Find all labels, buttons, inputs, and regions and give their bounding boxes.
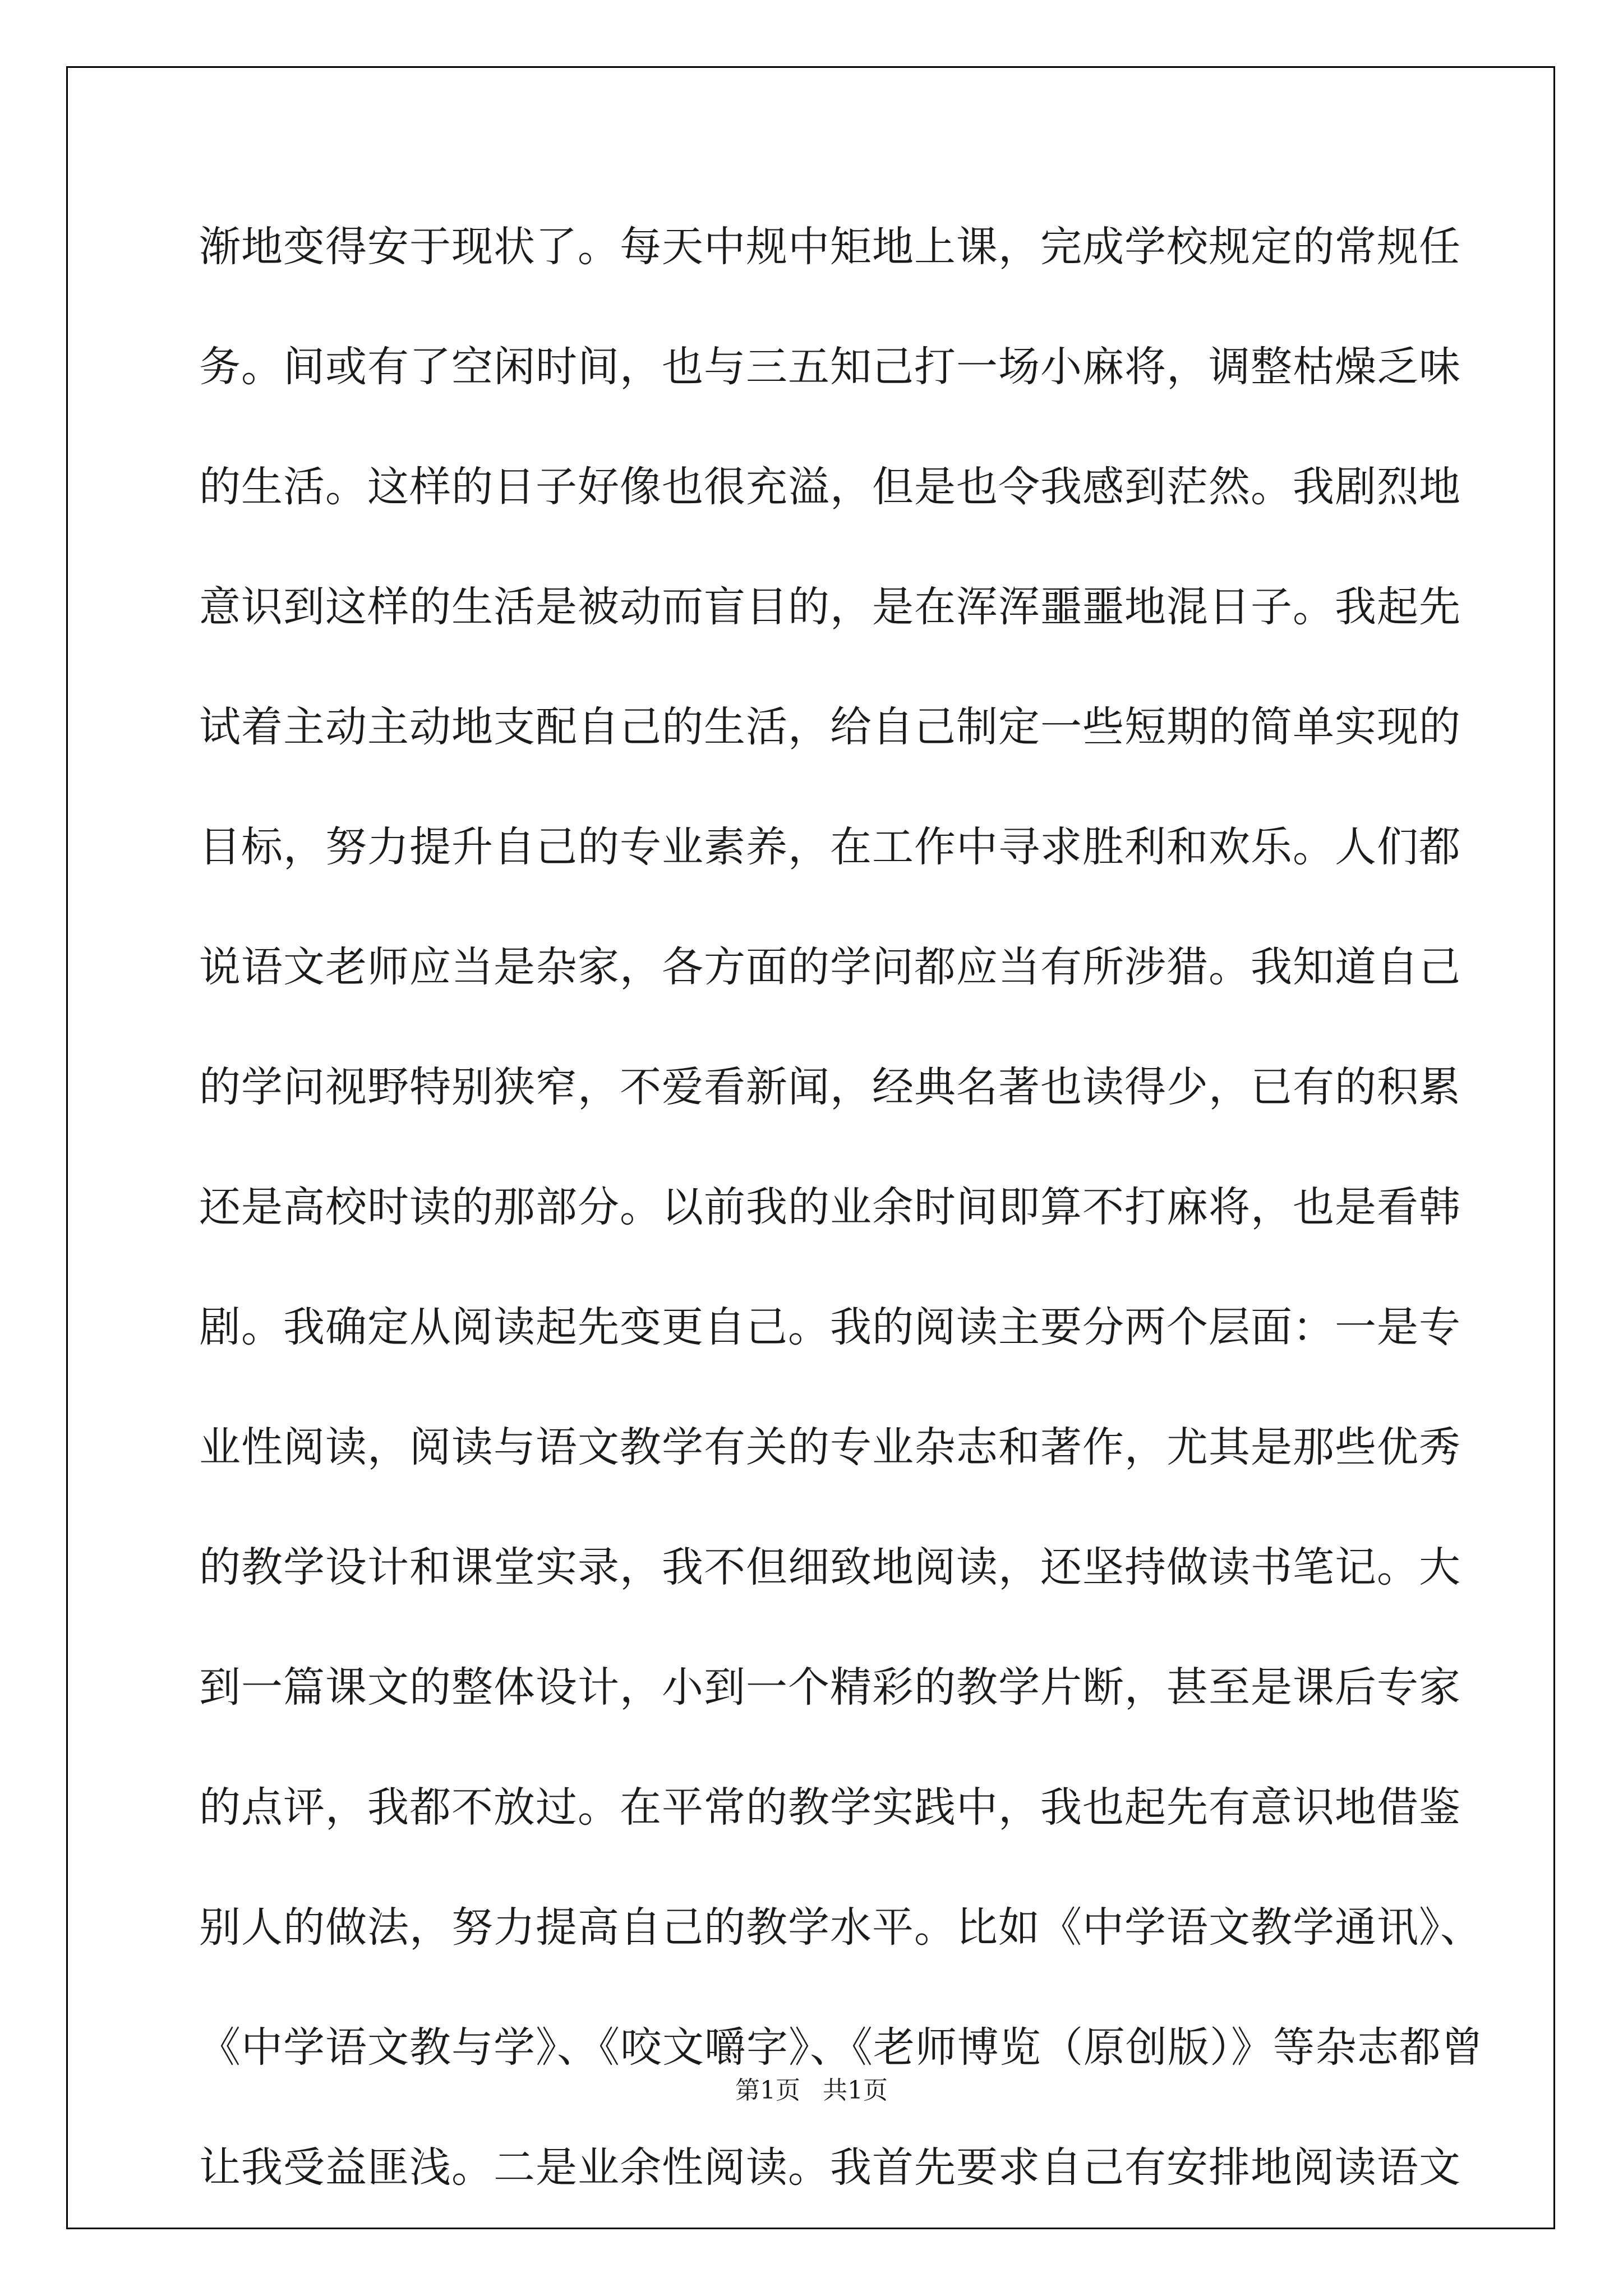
text-line: 的点评，我都不放过。在平常的教学实践中，我也起先有意识地借鉴 — [199, 1783, 1461, 1832]
text-line: 说语文老师应当是杂家，各方面的学问都应当有所涉猎。我知道自己 — [199, 943, 1461, 991]
page-number-current: 第1页 — [735, 2076, 800, 2105]
text-line: 到一篇课文的整体设计，小到一个精彩的教学片断，甚至是课后专家 — [199, 1663, 1461, 1711]
text-line: 试着主动主动地支配自己的生活，给自己制定一些短期的简单实现的 — [199, 703, 1461, 751]
page-footer — [0, 2070, 1623, 2106]
text-line: 让我受益匪浅。二是业余性阅读。我首先要求自己有安排地阅读语文 — [199, 2143, 1461, 2192]
text-line: 渐地变得安于现状了。每天中规中矩地上课，完成学校规定的常规任 — [199, 223, 1461, 271]
text-line: 的教学设计和课堂实录，我不但细致地阅读，还坚持做读书笔记。大 — [199, 1543, 1461, 1591]
page-number-total: 共1页 — [823, 2076, 888, 2105]
text-line: 意识到这样的生活是被动而盲目的，是在浑浑噩噩地混日子。我起先 — [199, 583, 1461, 631]
text-line: 务。间或有了空闲时间，也与三五知己打一场小麻将，调整枯燥乏味 — [199, 343, 1461, 391]
text-line: 剧。我确定从阅读起先变更自己。我的阅读主要分两个层面：一是专 — [199, 1303, 1461, 1351]
text-line: 的学问视野特别狭窄，不爱看新闻，经典名著也读得少，已有的积累 — [199, 1063, 1461, 1111]
text-line: 别人的做法，努力提高自己的教学水平。比如《中学语文教学通讯》、 — [199, 1903, 1482, 1952]
text-line: 《中学语文教与学》、《咬文嚼字》、《老师博览（原创版）》等杂志都曾 — [199, 2023, 1483, 2072]
text-line: 目标，努力提升自己的专业素养，在工作中寻求胜利和欢乐。人们都 — [199, 823, 1461, 871]
text-line: 业性阅读，阅读与语文教学有关的专业杂志和著作，尤其是那些优秀 — [199, 1423, 1461, 1471]
text-line: 还是高校时读的那部分。以前我的业余时间即算不打麻将，也是看韩 — [199, 1183, 1461, 1231]
text-line: 的生活。这样的日子好像也很充溢，但是也令我感到茫然。我剧烈地 — [199, 463, 1461, 511]
body-text — [199, 205, 1483, 2246]
